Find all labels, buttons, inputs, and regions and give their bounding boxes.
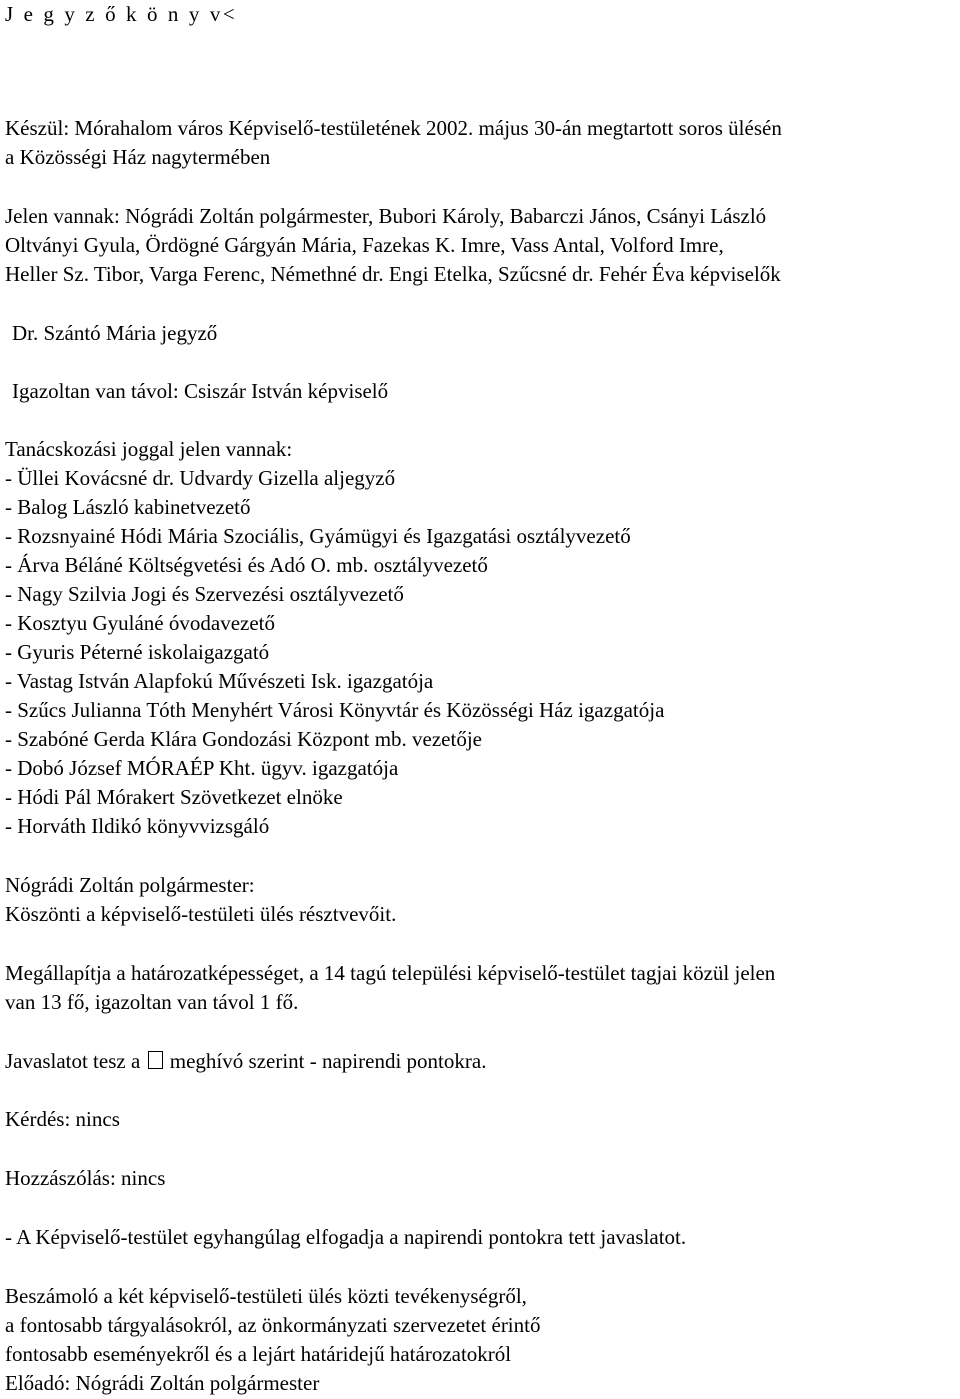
advisory-item: - Szűcs Julianna Tóth Menyhért Városi Könyvtár és Közösségi Ház igazgatója bbox=[5, 698, 665, 722]
advisory-item: - Üllei Kovácsné dr. Udvardy Gizella aljegyző bbox=[5, 466, 396, 490]
missing-glyph-box-icon bbox=[148, 1051, 163, 1069]
present-line-1: Jelen vannak: Nógrádi Zoltán polgármester, Bubori Károly, Babarczi János, Csányi László bbox=[5, 204, 767, 228]
advisory-item: - Szabóné Gerda Klára Gondozási Központ mb. vezetője bbox=[5, 727, 482, 751]
present-line-3: Heller Sz. Tibor, Varga Ferenc, Némethné dr. Engi Etelka, Szűcsné dr. Fehér Éva képviselők bbox=[5, 262, 781, 286]
quorum-line-1: Megállapítja a határozatképességet, a 14 tagú települési képviselő-testület tagjai közül jelen bbox=[5, 961, 776, 985]
mayor-label: Nógrádi Zoltán polgármester: bbox=[5, 873, 255, 897]
quorum-line-2: van 13 fő, igazoltan van távol 1 fő. bbox=[5, 990, 299, 1014]
advisory-item: - Kosztyu Gyuláné óvodavezető bbox=[5, 611, 275, 635]
advisory-item: - Gyuris Péterné iskolaigazgató bbox=[5, 640, 270, 664]
comment-line: Hozzászólás: nincs bbox=[5, 1166, 166, 1190]
welcome-line: Köszönti a képviselő-testületi ülés résztvevőit. bbox=[5, 902, 397, 926]
advisory-heading: Tanácskozási joggal jelen vannak: bbox=[5, 437, 293, 461]
report-line-3: fontosabb eseményekről és a lejárt határidejű határozatokról bbox=[5, 1342, 512, 1366]
absent-line: Igazoltan van távol: Csiszár István képviselő bbox=[12, 379, 389, 403]
report-line-2: a fontosabb tárgyalásokról, az önkormányzati szervezetet érintő bbox=[5, 1313, 541, 1337]
presenter-line: Előadó: Nógrádi Zoltán polgármester bbox=[5, 1371, 320, 1395]
advisory-item: - Árva Béláné Költségvetési és Adó O. mb. osztályvezető bbox=[5, 553, 488, 577]
advisory-item: - Balog László kabinetvezető bbox=[5, 495, 251, 519]
proposal-line bbox=[5, 1048, 486, 1074]
proposal-text-after: meghívó szerint - napirendi pontokra. bbox=[164, 1049, 487, 1073]
notary-line: Dr. Szántó Mária jegyző bbox=[12, 321, 218, 345]
advisory-item: - Hódi Pál Mórakert Szövetkezet elnöke bbox=[5, 785, 343, 809]
proposal-text-before: Javaslatot tesz a bbox=[5, 1049, 146, 1073]
advisory-item: - Vastag István Alapfokú Művészeti Isk. igazgatója bbox=[5, 669, 434, 693]
intro-line-1: Készül: Mórahalom város Képviselő-testületének 2002. május 30-án megtartott soros ülésén bbox=[5, 116, 782, 140]
advisory-item: - Dobó József MÓRAÉP Kht. ügyv. igazgatója bbox=[5, 756, 399, 780]
advisory-item: - Rozsnyainé Hódi Mária Szociális, Gyámügyi és Igazgatási osztályvezető bbox=[5, 524, 631, 548]
report-line-1: Beszámoló a két képviselő-testületi ülés közti tevékenységről, bbox=[5, 1284, 527, 1308]
advisory-item: - Horváth Ildikó könyvvizsgáló bbox=[5, 814, 270, 838]
present-line-2: Oltványi Gyula, Ördögné Gárgyán Mária, Fazekas K. Imre, Vass Antal, Volford Imre, bbox=[5, 233, 724, 257]
advisory-item: - Nagy Szilvia Jogi és Szervezési osztályvezető bbox=[5, 582, 404, 606]
decision-line: - A Képviselő-testület egyhangúlag elfogadja a napirendi pontokra tett javaslatot. bbox=[5, 1225, 687, 1249]
intro-line-2: a Közösségi Ház nagytermében bbox=[5, 145, 271, 169]
document-title: J e g y z ő k ö n y v< bbox=[5, 2, 238, 26]
question-line: Kérdés: nincs bbox=[5, 1107, 120, 1131]
